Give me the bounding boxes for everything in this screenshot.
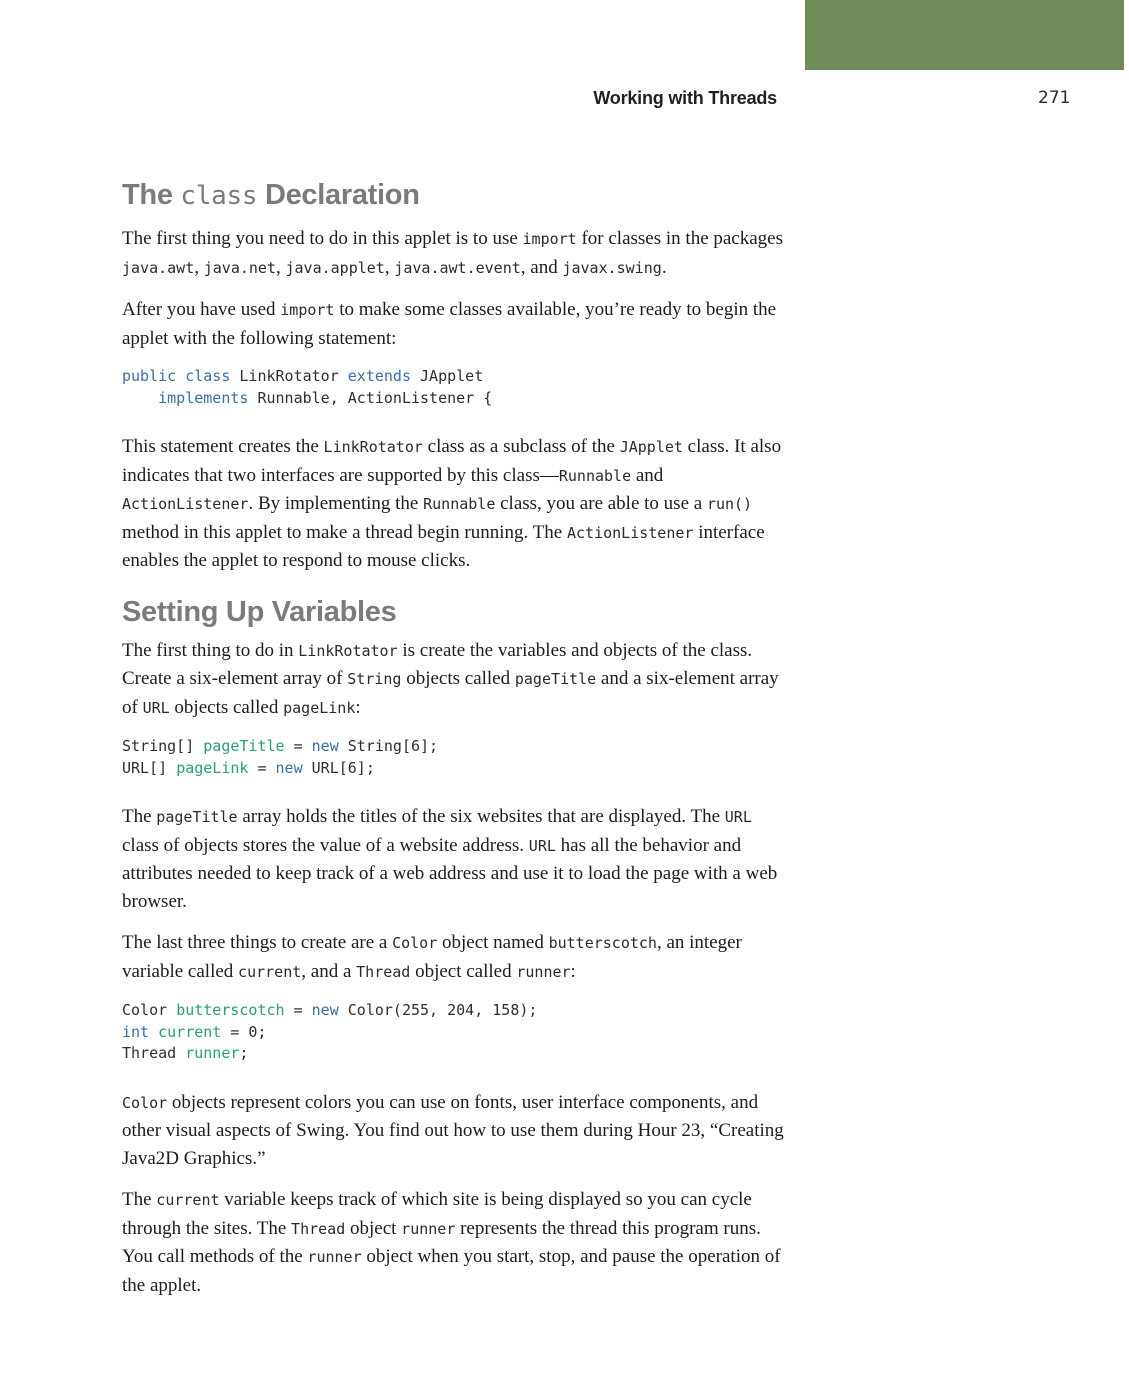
code-identifier: current [158, 1022, 222, 1041]
inline-code: pageTitle [514, 670, 597, 688]
text-run: This statement creates the [122, 436, 324, 457]
text-run: , and [520, 256, 563, 278]
text-run: represents the thread this program runs. You call methods of the [122, 1217, 761, 1267]
inline-code: Color [392, 934, 438, 952]
code-text: = [248, 758, 276, 777]
text-run: The first thing you need to do in this applet is to use [122, 228, 523, 249]
code-text: LinkRotator [230, 367, 348, 385]
text-run: and [631, 464, 664, 486]
text-run: The [122, 806, 157, 827]
code-keyword: public class [122, 367, 231, 385]
text-run: After you have used [122, 299, 281, 320]
code-block [122, 1000, 784, 1065]
code-text: JApplet [411, 367, 484, 385]
code-text: URL[] [122, 758, 177, 777]
inline-code: run() [706, 495, 753, 513]
code-block [122, 736, 784, 779]
running-head: Working with Threads [593, 88, 777, 108]
code-text: = 0; [221, 1022, 267, 1041]
text-run: The [122, 1189, 157, 1210]
code-identifier: runner [185, 1044, 240, 1062]
code-keyword: new [311, 737, 339, 755]
text-run: has all the behavior and attributes needed to keep track of a web address and use it to load the page with a web browser. [122, 834, 778, 912]
text-run: class of objects stores the value of a website address. [122, 834, 529, 856]
body-paragraph [122, 225, 784, 282]
inline-code: import [280, 301, 335, 319]
inline-code: Thread [356, 962, 411, 981]
section-heading [122, 178, 784, 213]
code-text: String[6]; [338, 737, 439, 755]
inline-code: class [180, 181, 258, 211]
inline-code: runner [401, 1219, 456, 1238]
text-run: object called [410, 960, 517, 982]
inline-code: URL [142, 698, 170, 717]
text-run: interface enables the applet to respond to mouse clicks. [122, 521, 765, 571]
text-run: is create the variables and objects of the class. Create a six-element array of [122, 639, 753, 689]
text-run: The first thing to do in [122, 639, 299, 661]
code-keyword: extends [347, 367, 411, 385]
text-run: , [276, 256, 286, 278]
text-run: : [570, 960, 576, 982]
code-keyword: new [311, 1001, 339, 1019]
body-paragraph [122, 637, 784, 723]
code-text [149, 1023, 158, 1041]
code-text: String[] [122, 737, 204, 755]
text-run: array holds the titles of the six websites that are displayed. The [237, 806, 725, 827]
code-text: Thread [122, 1044, 186, 1062]
body-paragraph [122, 929, 784, 986]
text-run: to make some classes available, you’re ready to begin the applet with the following statement: [122, 299, 777, 349]
code-text: URL[6]; [302, 758, 375, 777]
inline-code: java.net [203, 258, 276, 277]
inline-code: runner [516, 962, 571, 981]
text-run: , [194, 256, 204, 278]
text-run: class, you are able to use a [495, 493, 707, 514]
inline-code: Runnable [423, 495, 496, 513]
code-text [122, 389, 158, 407]
inline-code: runner [307, 1248, 362, 1266]
text-run: : [355, 696, 361, 718]
text-run: objects represent colors you can use on fonts, user interface components, and other visual aspects of Swing. You find out how to use them during Hour 23, “Creating Java2D Graphics.” [122, 1091, 784, 1169]
inline-code: Runnable [558, 466, 632, 485]
text-run: . By implementing the [248, 493, 424, 514]
page-number: 271 [1038, 88, 1071, 108]
inline-code: JApplet [619, 438, 683, 456]
inline-code: java.awt.event [394, 258, 521, 277]
code-text: Runnable, ActionListener { [248, 388, 493, 407]
inline-code: LinkRotator [323, 438, 423, 456]
code-text: Color [122, 1001, 177, 1019]
code-keyword: implements [158, 388, 249, 407]
text-run: variable keeps track of which site is being displayed so you can cycle through the sites. The [122, 1189, 752, 1239]
text-run: class as a subclass of the [422, 436, 620, 457]
body-paragraph [122, 1089, 784, 1173]
text-run: object when you start, stop, and pause the operation of the applet. [122, 1246, 781, 1296]
inline-code: Thread [291, 1219, 346, 1238]
text-run: objects called [169, 696, 284, 718]
chapter-tab [805, 0, 1124, 70]
text-run: The [122, 179, 181, 211]
text-run: . [661, 256, 667, 278]
text-run: and a six-element array of [122, 668, 779, 718]
page-content [122, 178, 784, 1313]
body-paragraph [122, 296, 784, 352]
inline-code: Color [122, 1093, 168, 1112]
code-identifier: pageTitle [203, 737, 285, 755]
inline-code: java.awt [122, 258, 195, 277]
inline-code: import [522, 230, 577, 248]
code-text: Color(255, 204, 158); [338, 1001, 538, 1019]
text-run: class. It also indicates that two interfaces are supported by this class— [122, 436, 782, 486]
inline-code: ActionListener [122, 495, 249, 513]
inline-code: current [156, 1191, 220, 1209]
text-run: , an integer variable called [122, 932, 742, 982]
text-run: , and a [301, 960, 357, 982]
inline-code: String [347, 670, 402, 688]
body-paragraph [122, 1186, 784, 1299]
body-paragraph [122, 803, 784, 915]
code-text: ; [239, 1044, 249, 1062]
section-heading [122, 595, 784, 629]
text-run: object [345, 1217, 402, 1239]
text-run: object named [437, 932, 549, 953]
text-run: , [384, 256, 395, 278]
code-text: = [284, 737, 312, 755]
inline-code: LinkRotator [298, 641, 398, 660]
inline-code: URL [528, 836, 556, 855]
text-run: Setting Up Variables [122, 595, 397, 628]
code-keyword: int [122, 1022, 150, 1041]
inline-code: URL [724, 808, 752, 826]
text-run: Declaration [257, 179, 420, 211]
text-run: for classes in the packages [576, 228, 784, 249]
code-identifier: butterscotch [176, 1001, 285, 1019]
inline-code: current [238, 962, 302, 981]
text-run: objects called [401, 668, 515, 689]
code-keyword: new [275, 758, 303, 777]
inline-code: pageLink [283, 698, 356, 717]
code-text: = [284, 1001, 312, 1019]
inline-code: ActionListener [567, 523, 694, 542]
inline-code: pageTitle [156, 808, 238, 826]
text-run: The last three things to create are a [122, 932, 393, 953]
text-run: method in this applet to make a thread begin running. The [122, 521, 567, 543]
body-paragraph [122, 433, 784, 575]
code-block [122, 366, 784, 409]
inline-code: java.applet [285, 258, 385, 277]
code-identifier: pageLink [176, 758, 249, 777]
inline-code: butterscotch [548, 934, 657, 952]
inline-code: javax.swing [562, 258, 662, 277]
